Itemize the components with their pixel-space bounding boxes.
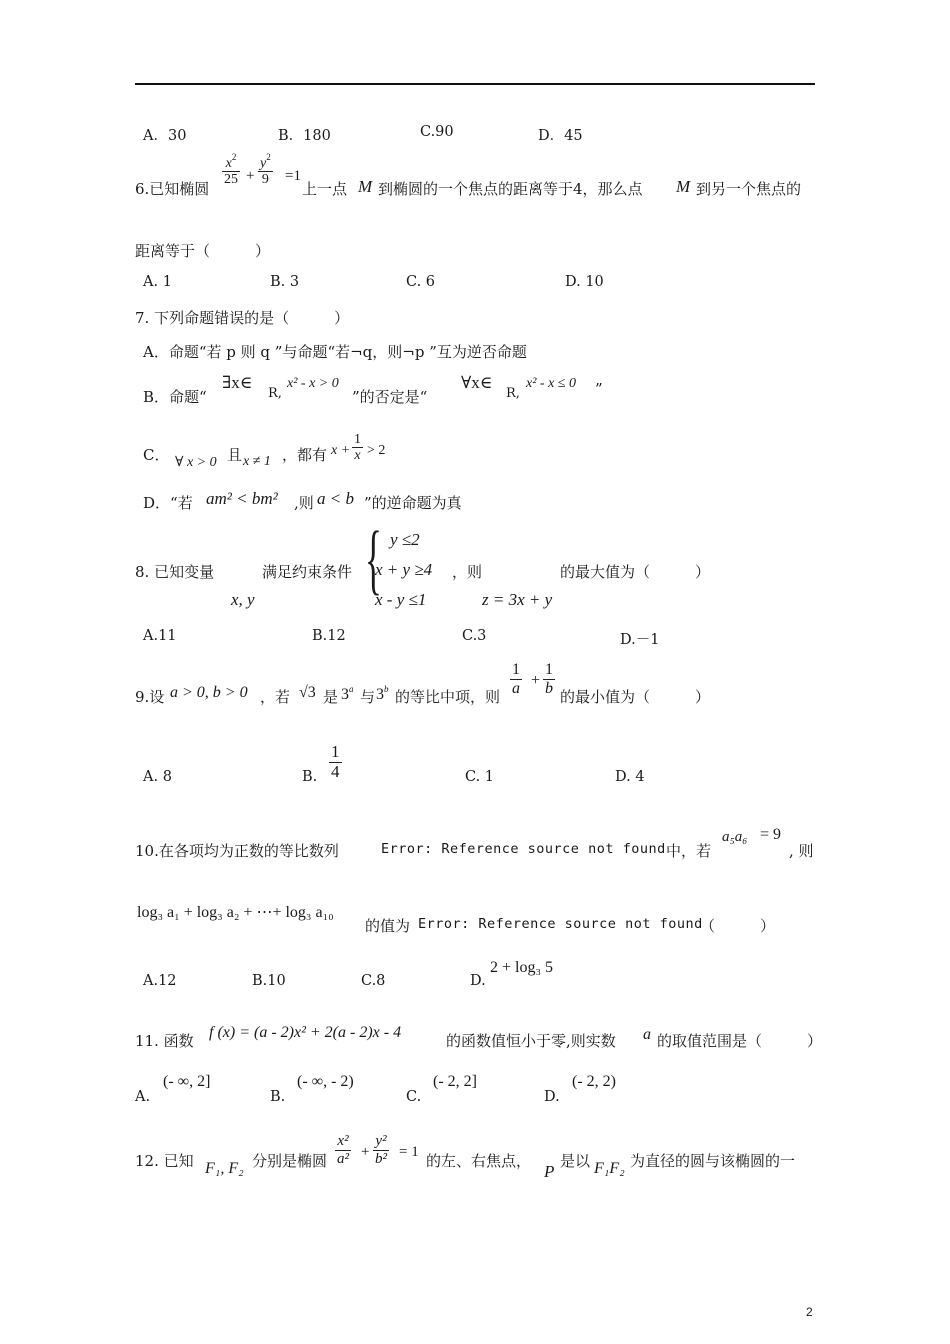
q6-eq-one: =1 <box>285 168 301 184</box>
q9-s2: ，若 <box>260 688 291 706</box>
q11-option-c-label: C. <box>406 1089 422 1105</box>
q9-option-d: D. 4 <box>615 769 645 785</box>
q11-option-d: (- 2, 2) <box>572 1073 616 1090</box>
q7-d-pre: D．“若 <box>143 494 193 512</box>
q11-option-b-label: B. <box>270 1089 286 1105</box>
q7-b-forall: ∀x∈ <box>461 373 493 392</box>
q5-option-b: B．180 <box>278 128 331 144</box>
q7-b-end: ” <box>595 380 603 398</box>
q7-b-real: R, <box>268 386 282 401</box>
q10-s2: 的值为 <box>365 917 411 935</box>
q10-option-c: C.8 <box>361 973 386 989</box>
q7-b-mid: ”的否定是“ <box>352 388 428 406</box>
q8-option-d: D.－1 <box>620 632 660 648</box>
q9-power-a: 3$^a$ <box>341 684 354 703</box>
q6-text-1: 上一点 <box>302 180 348 198</box>
q7-c-frac: $\frac{1}{x}$ <box>354 432 361 464</box>
q10-tail: （ ） <box>700 917 776 935</box>
q7-b-exists: ∃x∈ <box>222 373 253 392</box>
q11-option-a-label: A. <box>135 1089 151 1105</box>
header-rule <box>135 83 815 85</box>
q5-option-a: A．30 <box>143 128 187 144</box>
q8-tail: 的最大值为（ ） <box>560 563 711 581</box>
q11-stem-1: 11. 函数 <box>135 1032 194 1050</box>
q7-c-expr: x + <box>331 443 351 458</box>
q6-option-a: A. 1 <box>143 274 172 290</box>
q6-point-m-2: M <box>676 177 691 196</box>
q7-b-real-2: R, <box>506 386 520 401</box>
q12-point-p: P <box>544 1162 555 1181</box>
q6-line-2: 距离等于（ ） <box>135 242 271 260</box>
page-number: 2 <box>806 1305 813 1319</box>
q12-stem-1: 12. 已知 <box>135 1152 194 1170</box>
q7-c-gt: > 2 <box>367 443 386 458</box>
q9-option-a: A. 8 <box>143 769 172 785</box>
q9-option-c: C. 1 <box>465 769 495 785</box>
q8-constraint-2: x + y ≥4 <box>375 560 433 579</box>
q12-eq: = 1 <box>399 1144 419 1160</box>
q9-s5: 的等比中项，则 <box>395 688 501 706</box>
q10-error-1: Error: Reference source not found <box>381 841 666 857</box>
q7-d-mid: ,则 <box>294 494 314 512</box>
q12-s5: 为直径的圆与该椭圆的一 <box>630 1152 796 1170</box>
q12-s3: 的左、右焦点， <box>426 1152 532 1170</box>
q9-stem-1: 9.设 <box>135 688 165 706</box>
q9-power-b: 3$^b$ <box>376 684 389 703</box>
q11-option-c: (- 2, 2] <box>433 1073 477 1090</box>
q8-constraint-1: y ≤2 <box>390 530 420 549</box>
q9-frac-a: $\frac{1}{a}$ <box>512 661 520 697</box>
q10-error-2: Error: Reference source not found <box>418 916 703 932</box>
q11-option-a: (- ∞, 2] <box>163 1073 211 1090</box>
q6-text-2: 到椭圆的一个焦点的距离等于4，那么点 <box>378 180 643 198</box>
q11-param-a: a <box>643 1026 651 1043</box>
q8-option-a: A.11 <box>143 628 177 644</box>
q7-stem: 7. 下列命题错误的是（ ） <box>135 309 350 327</box>
q7-d-end: ”的逆命题为真 <box>364 494 462 512</box>
q6-option-c: C. 6 <box>406 274 436 290</box>
q8-brace: { <box>365 515 382 602</box>
q7-d-expr-2: a < b <box>317 489 354 508</box>
q12-s4: 是以 <box>560 1152 591 1170</box>
q7-c-mid: ，都有 <box>282 446 328 464</box>
q6-frac-x: $\frac{x^2}{25}$ <box>224 152 238 188</box>
q10-option-d-expr: 2 + log₃ 5 <box>490 959 554 976</box>
q6-frac-y: $\frac{y^2}{9}$ <box>260 152 271 188</box>
q9-plus: + <box>531 672 541 689</box>
q7-c-and: 且 <box>227 446 243 464</box>
q9-tail: 的最小值为（ ） <box>560 688 711 706</box>
q8-option-b: B.12 <box>312 628 346 644</box>
q6-stem-start: 6.已知椭圆 <box>135 180 210 198</box>
q8-vars: x, y <box>231 590 255 609</box>
q10-stem-2: 中，若 <box>666 842 712 860</box>
q12-frac-y: $\frac{\text{y²}}{\text{b²}}$ <box>375 1133 387 1167</box>
q10-stem-1: 10.在各项均为正数的等比数列 <box>135 842 339 860</box>
q5-option-d: D．45 <box>538 128 583 144</box>
q9-cond: a > 0, b > 0 <box>170 684 248 701</box>
q12-s2: 分别是椭圆 <box>252 1152 328 1170</box>
q10-a5a6: a₅a₆ <box>722 829 748 845</box>
q9-s4: 与 <box>360 688 376 706</box>
q7-c-forall: ∀ x > 0 <box>175 455 217 470</box>
q7-d-expr-1: am² < bm² <box>206 489 278 508</box>
q9-option-b-frac: $\frac{1}{4}$ <box>331 742 340 781</box>
q7-b-cond-2: x² - x ≤ 0 <box>526 376 576 391</box>
q12-frac-x: $\frac{\text{x²}}{\text{a²}}$ <box>337 1133 349 1167</box>
q11-option-d-label: D. <box>544 1089 560 1105</box>
q12-foci: F₁, F₂ <box>205 1160 244 1177</box>
q12-f1f2: F₁F₂ <box>594 1160 625 1177</box>
q6-option-d: D. 10 <box>565 274 604 290</box>
q8-objective: z = 3x + y <box>482 590 553 609</box>
q7-b-pre: B．命题“ <box>143 388 207 406</box>
q11-function: f (x) = (a - 2)x² + 2(a - 2)x - 4 <box>209 1024 402 1041</box>
q6-text-3: 到另一个焦点的 <box>696 180 802 198</box>
q5-option-c: C.90 <box>420 124 454 140</box>
q10-log-expr: log₃ a₁ + log₃ a₂ + ⋯+ log₃ a₁₀ <box>137 904 334 921</box>
q11-option-b: (- ∞, - 2) <box>297 1073 354 1090</box>
q11-stem-2: 的函数值恒小于零,则实数 <box>446 1032 616 1050</box>
q9-s3: 是 <box>323 688 339 706</box>
q9-sqrt3: √3 <box>299 684 316 701</box>
q6-point-m: M <box>358 177 373 196</box>
q8-stem-1: 8. 已知变量 <box>135 563 215 581</box>
q10-option-b: B.10 <box>252 973 286 989</box>
q8-stem-2: 满足约束条件 <box>262 563 353 581</box>
q6-option-b: B. 3 <box>270 274 300 290</box>
q8-option-c: C.3 <box>462 628 487 644</box>
q7-option-a: A．命题“若 p 则 q ”与命题“若¬q，则¬p ”互为逆否命题 <box>143 343 527 361</box>
q10-option-d-label: D. <box>470 973 486 989</box>
q7-c-ne: x ≠ 1 <box>243 454 271 469</box>
q10-stem-3: , 则 <box>789 842 814 860</box>
q9-frac-b: $\frac{1}{b}$ <box>545 661 553 697</box>
q7-c-label: C． <box>143 446 170 464</box>
q10-eq9: = 9 <box>760 826 782 843</box>
q8-comma: ，则 <box>452 563 483 581</box>
q11-tail: 的取值范围是（ ） <box>657 1032 823 1050</box>
q10-option-a: A.12 <box>143 973 177 989</box>
q8-constraint-3: x - y ≤1 <box>375 590 427 609</box>
q9-option-b-label: B. <box>302 769 318 785</box>
q7-b-cond: x² - x > 0 <box>287 376 339 391</box>
